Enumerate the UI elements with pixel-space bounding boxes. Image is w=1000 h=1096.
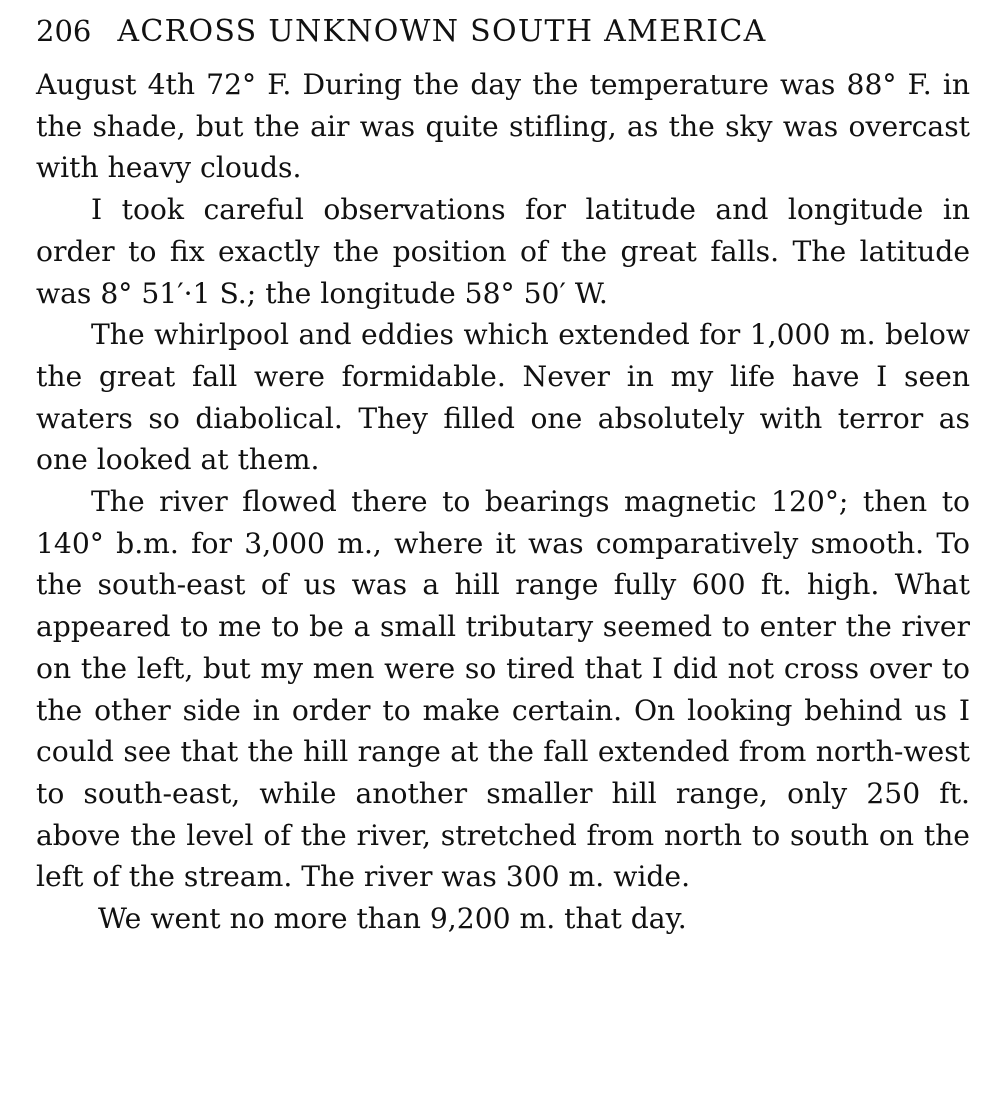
paragraph-whirlpool: The whirlpool and eddies which extended for 1,000 m. below the great fall were formidable. Never in my life have I seen waters so diabolical. They filled one absolutely with terror as one looked at them. xyxy=(36,318,970,477)
paragraph-temperature: August 4th 72° F. During the day the temperature was 88° F. in the shade, but the air was quite stifling, as the sky was overcast with heavy clouds. xyxy=(36,68,970,185)
paragraph-river-course: The river flowed there to bearings magnetic 120°; then to 140° b.m. for 3,000 m., where it was comparatively smooth. To the south-east of us was a hill range fully 600 ft. high. What appeared to me to be a small tributary seemed to enter the river on the left, but my men were so tired that I did not cross over to the other side in order to make certain. On looking behind us I could see that the hill range at the fall extended from north-west to south-east, while another smaller hill range, only 250 ft. above the level of the river, stretched from north to south on the left of the stream. The river was 300 m. wide. xyxy=(36,485,970,894)
paragraph-distance: We went no more than 9,200 m. that day. xyxy=(98,902,687,936)
body-text xyxy=(36,64,970,940)
book-page xyxy=(36,14,970,940)
running-title: ACROSS UNKNOWN SOUTH AMERICA xyxy=(117,14,767,49)
page-number: 206 xyxy=(36,14,92,48)
running-head xyxy=(36,14,970,64)
paragraph-observations: I took careful observations for latitude and longitude in order to fix exactly the position of the great falls. The latitude was 8° 51′·1 S.; the longitude 58° 50′ W. xyxy=(36,193,970,310)
